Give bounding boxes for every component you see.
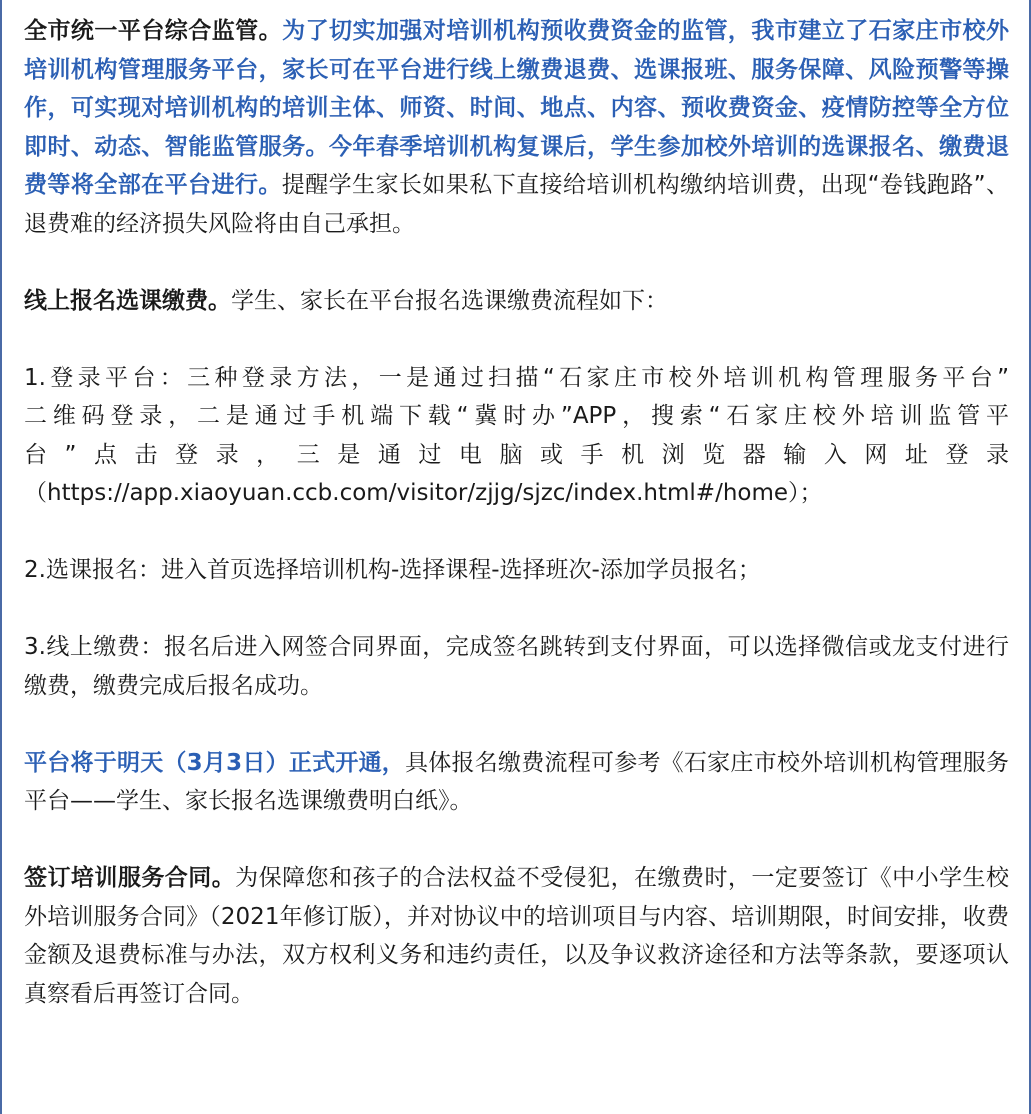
paragraph-step2 <box>24 551 1009 590</box>
step3-text: 3.线上缴费：报名后进入网签合同界面，完成签名跳转到支付界面，可以选择微信或龙支付进行缴费，缴费完成后报名成功。 <box>24 634 1009 699</box>
supervision-heading: 全市统一平台综合监管。 <box>24 18 283 44</box>
supervision-highlight: 为了切实加强对培训机构预收费资金的监管，我市建立了石家庄市校外培训机构管理服务平台，家长可在平台进行线上缴费退费、选课报班、服务保障、风险预警等操作，可实现对培训机构的培训主体、师资、时间、地点、内容、预收费资金、疫情防控等全方位即时、动态、智能监管服务。今年春季培训机构复课后，学生参加校外培训的选课报名、缴费退费等将全部在平台进行。 <box>24 18 1010 198</box>
launch-body: 具体报名缴费流程可参考《石家庄市校外培训机构管理服务平台——学生、家长报名选课缴费明白纸》。 <box>24 749 1010 814</box>
step1-url-line: （https://app.xiaoyuan.ccb.com/visitor/zjjg/sjzc/index.html#/home）； <box>24 480 823 506</box>
step2-text: 2.选课报名：进入首页选择培训机构-选择课程-选择班次-添加学员报名； <box>24 557 761 583</box>
paragraph-step3 <box>24 628 1009 705</box>
online-signup-heading: 线上报名选课缴费。 <box>24 287 231 314</box>
paragraph-contract <box>24 859 1009 1013</box>
step1-line2: 二维码登录，二是通过手机端下载“冀时办”APP，搜索“石家庄校外培训监管平 <box>24 403 1009 429</box>
contract-heading: 签订培训服务合同。 <box>24 865 236 891</box>
step1-line3: 台”点击登录，三是通过电脑或手机浏览器输入网址登录 <box>24 441 1009 468</box>
paragraph-online-signup <box>24 282 1009 321</box>
paragraph-supervision <box>24 12 1009 243</box>
supervision-body: 提醒学生家长如果私下直接给培训机构缴纳培训费，出现“卷钱跑路”、退费难的经济损失风险将由自己承担。 <box>24 172 1009 237</box>
launch-highlight: 平台将于明天（3月3日）正式开通， <box>24 749 406 776</box>
step1-line1: 1.登录平台：三种登录方法，一是通过扫描“石家庄市校外培训机构管理服务平台” <box>24 364 1009 391</box>
article-body <box>24 12 1009 1013</box>
paragraph-step1 <box>24 359 1009 513</box>
contract-body: 为保障您和孩子的合法权益不受侵犯，在缴费时，一定要签订《中小学生校外培训服务合同》（2021年修订版），并对协议中的培训项目与内容、培训期限，时间安排，收费金额及退费标准与办法，双方权利义务和违约责任，以及争议救济途径和方法等条款，要逐项认真察看后再签订合同。 <box>24 865 1010 1007</box>
online-signup-body: 学生、家长在平台报名选课缴费流程如下： <box>231 287 668 314</box>
paragraph-launch <box>24 744 1009 821</box>
